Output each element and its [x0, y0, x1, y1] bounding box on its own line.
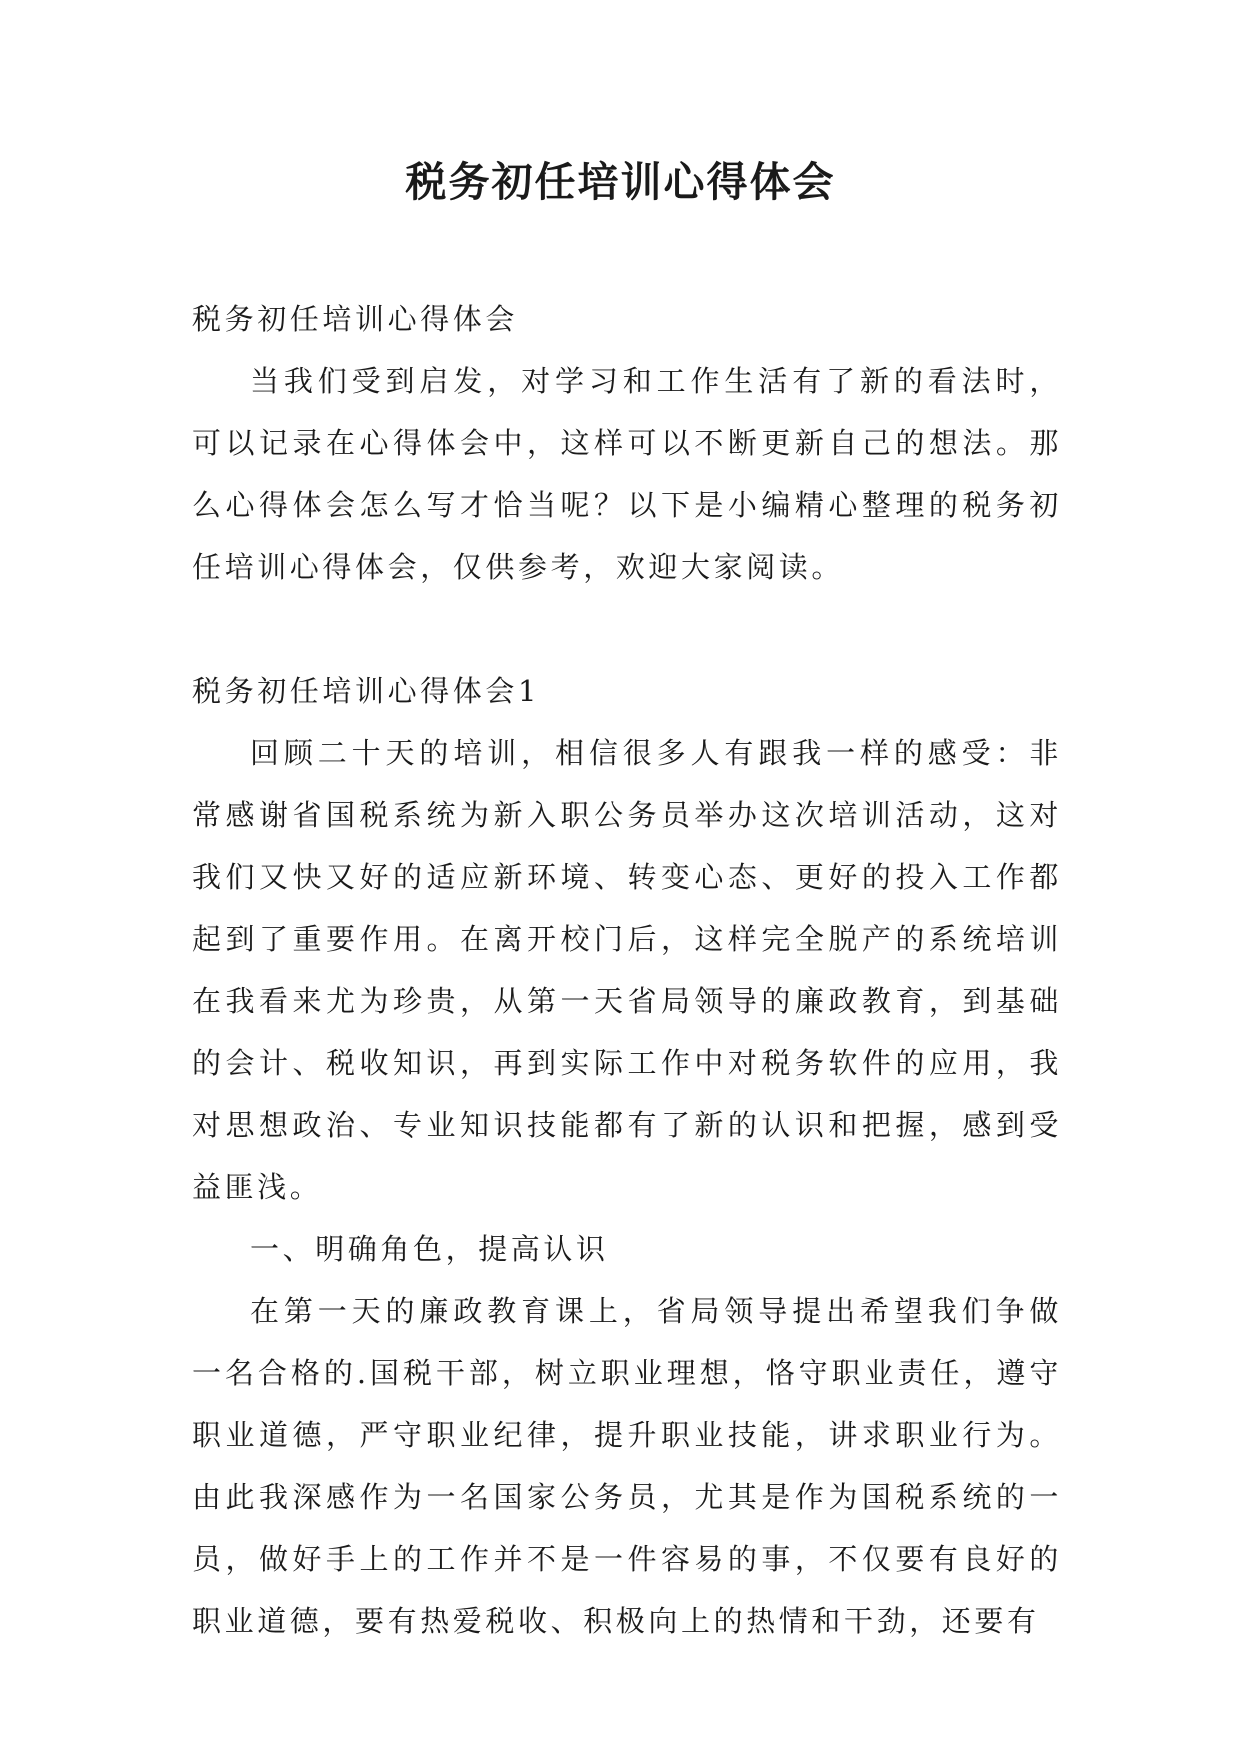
body-paragraph: 回顾二十天的培训，相信很多人有跟我一样的感受：非常感谢省国税系统为新入职公务员举办这次培训活动，这对我们又快又好的适应新环境、转变心态、更好的投入工作都起到了重要作用。在离开校门后，这样完全脱产的系统培训在我看来尤为珍贵，从第一天省局领导的廉政教育，到基础的会计、税收知识，再到实际工作中对税务软件的应用，我对思想政治、专业知识技能都有了新的认识和把握，感到受益匪浅。 — [192, 736, 1062, 1204]
document-subtitle: 税务初任培训心得体会 — [192, 302, 519, 336]
intro-paragraph: 当我们受到启发，对学习和工作生活有了新的看法时，可以记录在心得体会中，这样可以不断更新自己的想法。那么心得体会怎么写才恰当呢？以下是小编精心整理的税务初任培训心得体会，仅供参考，欢迎大家阅读。 — [192, 364, 1062, 584]
paragraph-spacer — [192, 598, 1062, 660]
document-body — [192, 288, 1062, 1652]
body-paragraph: 在第一天的廉政教育课上，省局领导提出希望我们争做一名合格的.国税干部，树立职业理想，恪守职业责任，遵守职业道德，严守职业纪律，提升职业技能，讲求职业行为。由此我深感作为一名国家公务员，尤其是作为国税系统的一员，做好手上的工作并不是一件容易的事，不仅要有良好的职业道德，要有热爱税收、积极向上的热情和干劲，还要有 — [192, 1294, 1062, 1638]
subsection-heading: 一、明确角色，提高认识 — [250, 1232, 609, 1266]
document-title: 税务初任培训心得体会 — [405, 158, 836, 206]
section-heading: 税务初任培训心得体会1 — [192, 674, 541, 708]
